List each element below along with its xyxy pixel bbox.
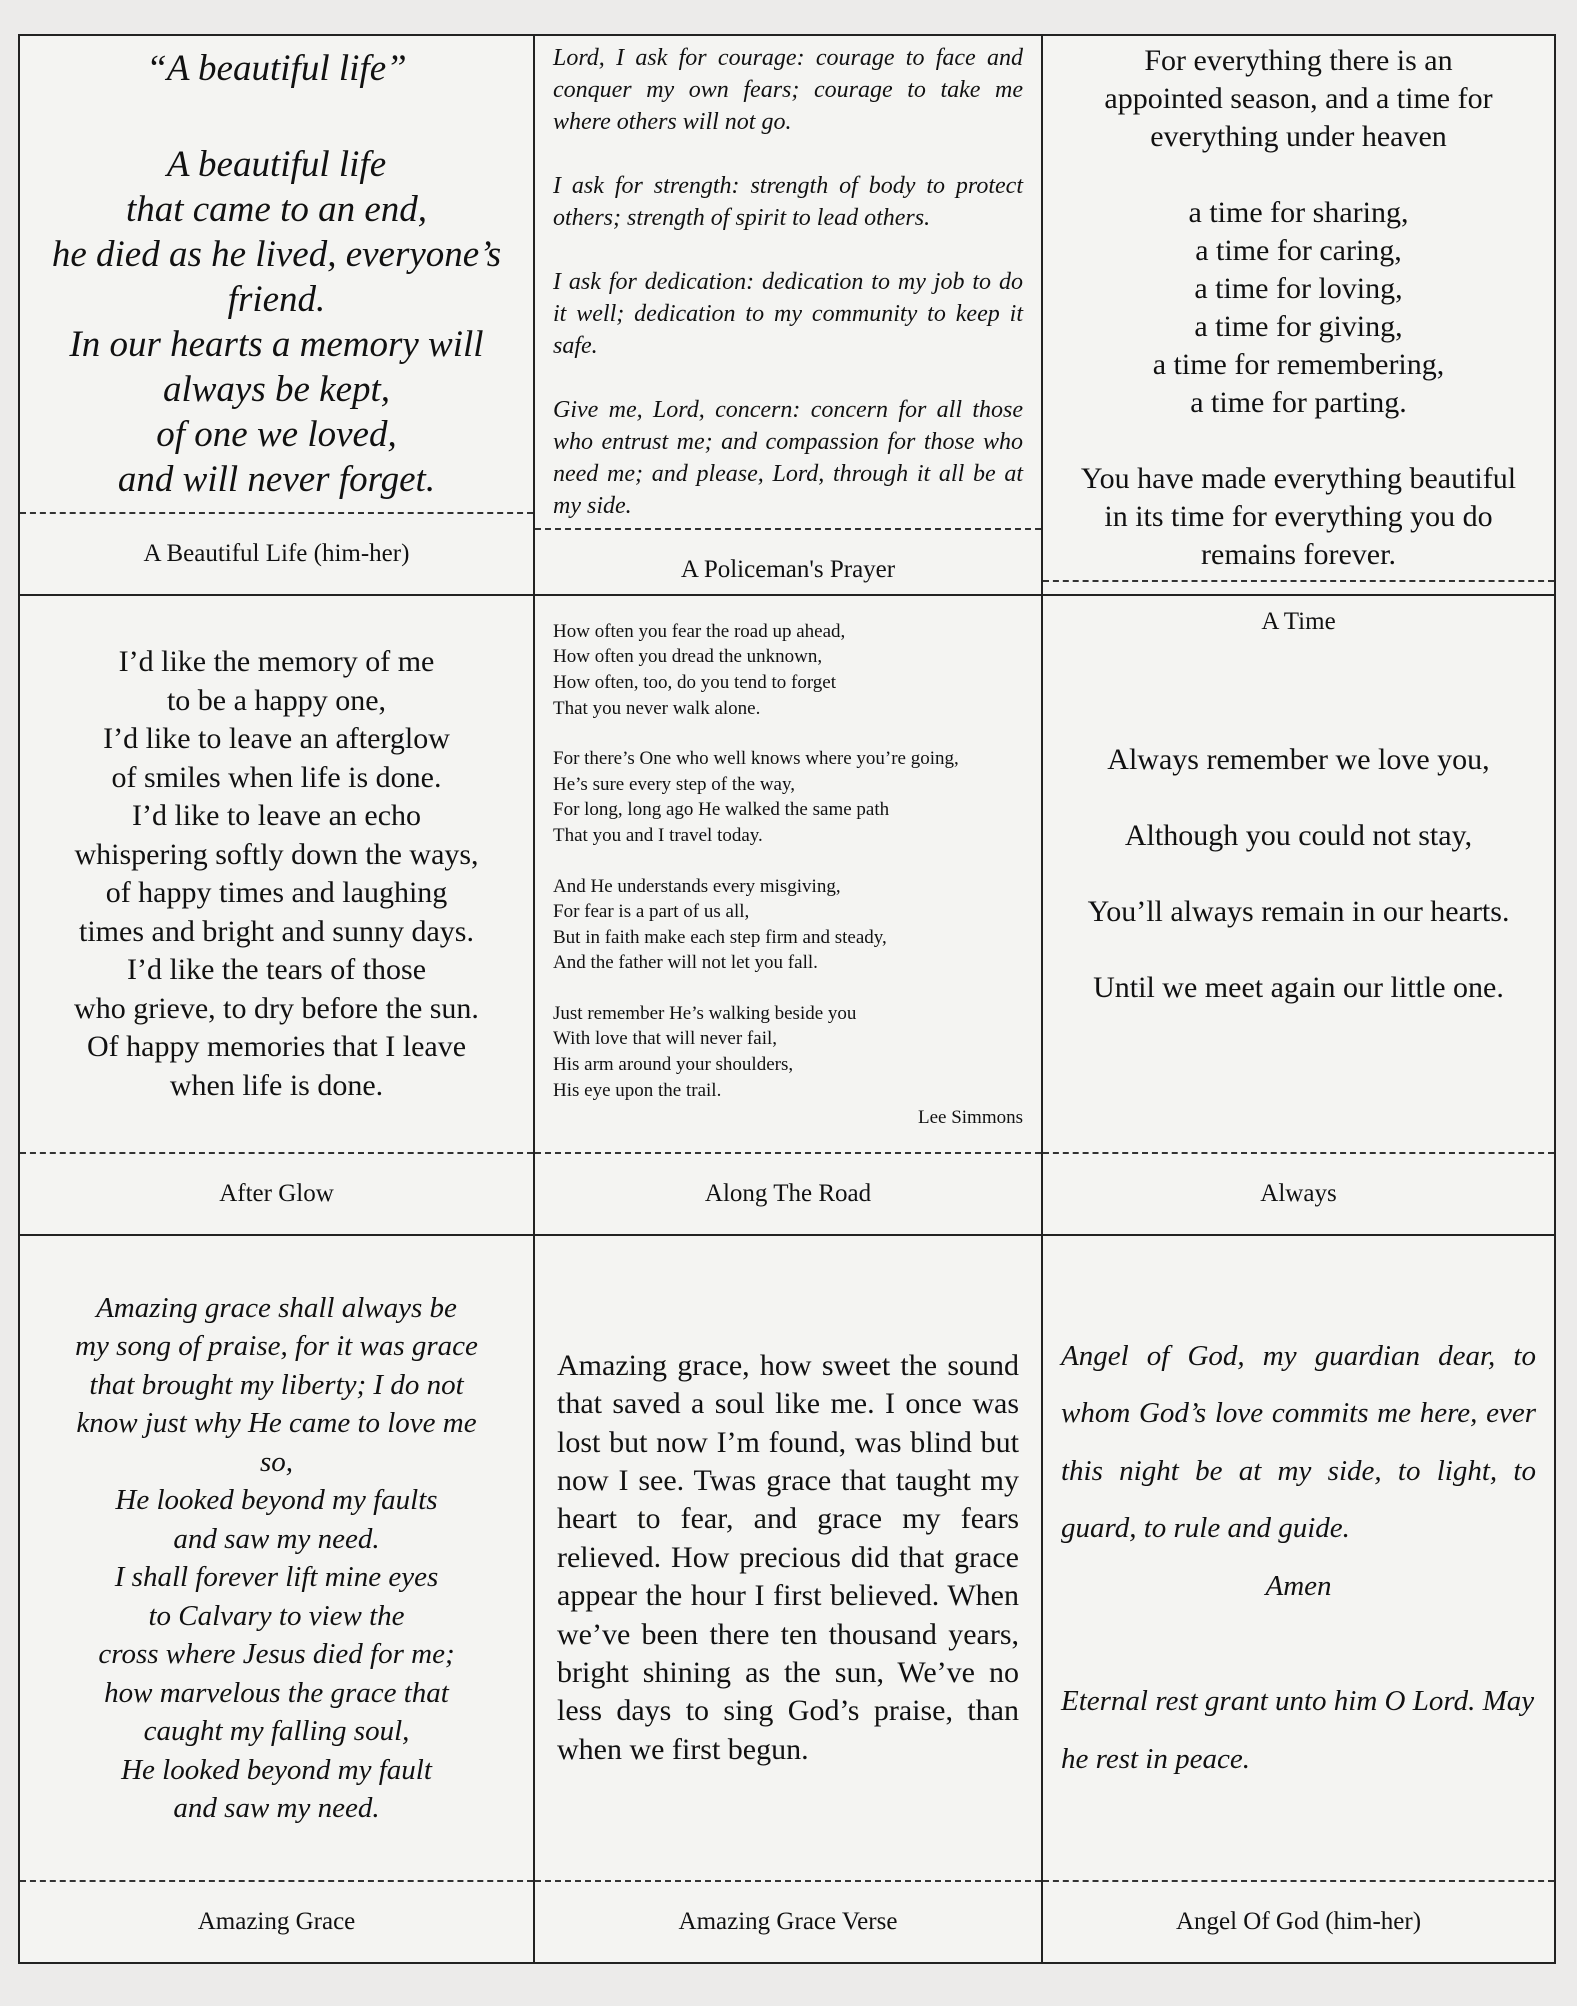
verse-line: friend. <box>227 278 326 320</box>
card-a-time <box>1043 36 1554 635</box>
verse-stanza: Lord, I ask for courage: courage to face and conquer my own fears; courage to take me where others will not go. <box>553 45 1023 135</box>
verse-line: That you and I travel today. <box>553 824 763 846</box>
card-label: Amazing Grace <box>197 1908 356 1935</box>
verse-line: I’d like the memory of me <box>118 645 435 678</box>
verse-line: so, <box>259 1445 294 1478</box>
verse-line: How often you fear the road up ahead, <box>553 620 846 642</box>
card-verse <box>1043 1236 1554 1882</box>
card-label: After Glow <box>219 1180 334 1207</box>
verse-author: Lee Simmons <box>917 1107 1023 1129</box>
card-amazing-grace <box>20 1236 535 1962</box>
card-label: Amazing Grace Verse <box>678 1908 898 1935</box>
verse-line: to Calvary to view the <box>148 1599 405 1632</box>
verse-line: For long, long ago He walked the same path <box>553 799 890 821</box>
card-label: A Time <box>1261 608 1336 635</box>
verse-line: For there’s One who well knows where you’re going, <box>553 748 959 770</box>
verse-line: when life is done. <box>169 1068 384 1102</box>
card-verse <box>20 1236 533 1882</box>
card-verse <box>1043 36 1554 582</box>
verse-line: my song of praise, for it was grace <box>75 1330 478 1362</box>
verse-line: always be kept, <box>162 368 391 410</box>
verse-line: Amazing grace shall always be <box>96 1291 457 1324</box>
verse-line: cross where Jesus died for me; <box>98 1638 455 1670</box>
verse-line: He looked beyond my faults <box>115 1484 438 1516</box>
verse-line: that came to an end, <box>125 188 428 230</box>
card-amazing-grace-verse <box>535 1236 1043 1962</box>
verse-title: “A beautiful life” <box>146 47 407 89</box>
verse-line: But in faith make each step firm and steady, <box>553 926 887 948</box>
card-verse <box>20 36 533 514</box>
verse-line: caught my falling soul, <box>143 1715 410 1747</box>
verse-line: And He understands every misgiving, <box>553 875 841 897</box>
card-label: A Policeman's Prayer <box>680 556 896 583</box>
verse-line: a time for loving, <box>1194 272 1403 305</box>
verse-line: a time for giving, <box>1194 310 1403 343</box>
card-verse <box>1043 596 1554 1154</box>
verse-line: I shall forever lift mine eyes <box>114 1561 439 1593</box>
card-along-the-road <box>535 596 1043 1236</box>
card-verse <box>535 36 1041 530</box>
card-label: A Beautiful Life (him-her) <box>143 540 410 567</box>
card-angel-of-god <box>1043 1236 1554 1962</box>
verse-line: a time for remembering, <box>1152 348 1445 381</box>
card-label: Always <box>1260 1180 1337 1207</box>
verse-line: His eye upon the trail. <box>553 1079 722 1101</box>
verse-line: I’d like to leave an echo <box>131 799 422 832</box>
verse-text: Amazing grace, how sweet the sound that saved a soul like me. I once was lost but now I’m found, was blind but now I see. Twas grace that taught my heart to fear, and grace my fears relieved. How precious did that grace appear the hour I first believed. When we’ve been there ten thousand years, bright shining as the sun, We’ve no less days to sing God’s praise, than when we first begun. <box>557 1348 1019 1766</box>
card-a-policemans-prayer <box>535 36 1043 596</box>
verse-stanza: Give me, Lord, concern: concern for all those who entrust me; and compassion for those who need me; and please, Lord, through it all be at my side. <box>553 397 1023 519</box>
verse-line: Just remember He’s walking beside you <box>553 1002 857 1024</box>
card-verse <box>535 596 1041 1154</box>
verse-line: You have made everything beautiful <box>1080 462 1517 495</box>
verse-line: Until we meet again our little one. <box>1093 971 1504 1004</box>
verse-line: He’s sure every step of the way, <box>553 773 795 795</box>
verse-line: Although you could not stay, <box>1124 819 1473 852</box>
verse-line: and will never forget. <box>117 458 436 500</box>
verse-stanza <box>553 619 1023 721</box>
verse-amen: Amen <box>1265 1569 1332 1602</box>
verse-line: that brought my liberty; I do not <box>89 1368 464 1401</box>
card-verse <box>535 1236 1041 1882</box>
verse-line: For everything there is an <box>1144 44 1453 77</box>
card-label: Along The Road <box>704 1180 872 1207</box>
verse-line: how marvelous the grace that <box>104 1676 449 1709</box>
verse-line: appointed season, and a time for <box>1104 82 1493 115</box>
verse-line: of one we loved, <box>156 413 397 455</box>
verse-line: in its time for everything you do <box>1104 500 1493 533</box>
verse-line: That you never walk alone. <box>553 697 761 719</box>
verse-stanza <box>553 874 1023 976</box>
verse-line: Always remember we love you, <box>1107 743 1490 776</box>
verse-line: A beautiful life <box>166 143 387 185</box>
verse-line: How often, too, do you tend to forget <box>553 671 837 693</box>
verse-line: remains forever. <box>1201 538 1396 571</box>
verse-line: He looked beyond my fault <box>121 1753 432 1786</box>
verse-line: a time for parting. <box>1190 386 1407 419</box>
verse-line: know just why He came to love me <box>76 1407 477 1439</box>
verse-line: In our hearts a memory will <box>69 323 484 365</box>
verse-rest: Eternal rest grant unto him O Lord. May he rest in peace. <box>1061 1685 1535 1775</box>
verse-line: of happy times and laughing <box>105 876 448 909</box>
verse-line: With love that will never fail, <box>553 1028 778 1050</box>
verse-line: whispering softly down the ways, <box>74 837 479 871</box>
card-verse <box>20 596 533 1154</box>
verse-line: who grieve, to dry before the sun. <box>74 991 479 1025</box>
verse-line: everything under heaven <box>1150 120 1447 153</box>
verse-line: I’d like the tears of those <box>126 953 427 986</box>
card-always <box>1043 596 1554 1236</box>
verse-line: Of happy memories that I leave <box>86 1030 467 1063</box>
verse-line: he died as he lived, everyone’s <box>51 233 502 275</box>
verse-stanza <box>553 746 1023 848</box>
verse-line: You’ll always remain in our hearts. <box>1087 895 1510 928</box>
verse-line: to be a happy one, <box>166 683 387 717</box>
verse-stanza: I ask for dedication: dedication to my job to do it well; dedication to my community to keep it safe. <box>553 269 1023 359</box>
verse-stanza: I ask for strength: strength of body to protect others; strength of spirit to lead others. <box>553 173 1023 231</box>
verse-line: a time for caring, <box>1195 234 1402 267</box>
verse-line: a time for sharing, <box>1188 196 1409 229</box>
verse-line: and saw my need. <box>173 1522 380 1555</box>
verse-line: For fear is a part of us all, <box>553 901 750 923</box>
verse-line: I’d like to leave an afterglow <box>103 722 450 755</box>
card-a-beautiful-life <box>20 36 535 596</box>
verse-line: and saw my need. <box>173 1792 380 1824</box>
verse-line: His arm around your shoulders, <box>553 1054 794 1076</box>
verse-stanza <box>553 1001 1023 1103</box>
verse-line: of smiles when life is done. <box>111 760 442 794</box>
verse-line: And the father will not let you fall. <box>553 952 818 974</box>
card-label: Angel Of God (him-her) <box>1175 1908 1422 1935</box>
verse-line: How often you dread the unknown, <box>553 646 823 668</box>
prayer-card-sheet <box>18 34 1556 1964</box>
card-after-glow <box>20 596 535 1236</box>
verse-line: times and bright and sunny days. <box>79 914 474 948</box>
verse-prayer: Angel of God, my guardian dear, to whom God’s love commits me here, ever this night be at my side, to light, to guard, to rule and guide. <box>1061 1339 1536 1545</box>
